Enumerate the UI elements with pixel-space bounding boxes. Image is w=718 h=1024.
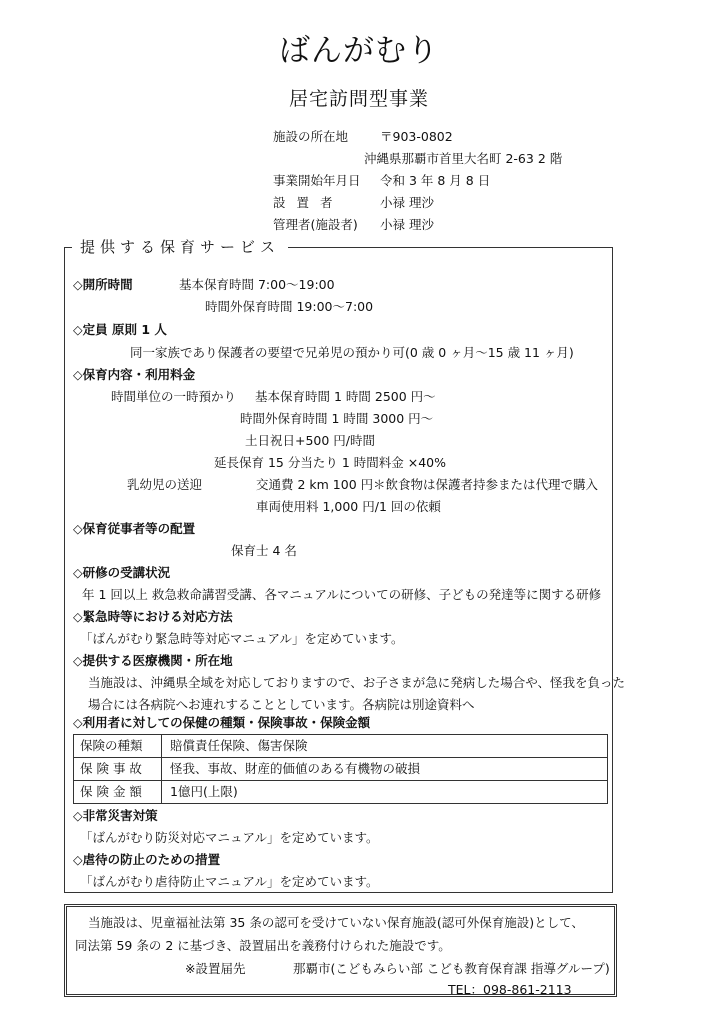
filing-office: 那覇市(こどもみらい部 こども教育保育課 指導グループ) (293, 961, 610, 976)
staff-heading: ◇保育従事者等の配置 (73, 521, 196, 536)
abuse-heading: ◇虐待の防止のための措置 (73, 852, 221, 867)
hours-extra: 時間外保育時間 19:00～7:00 (205, 299, 374, 314)
insurance-value: 賠償責任保険、傷害保険 (170, 738, 308, 753)
fee-extra: 時間外保育時間 1 時間 3000 円～ (240, 411, 434, 426)
insurance-value: 怪我、事故、財産的価値のある有機物の破損 (170, 761, 421, 776)
hours-heading: ◇開所時間 (73, 277, 133, 292)
insurance-heading: ◇利用者に対しての保健の種類・保険事故・保険金額 (73, 715, 371, 730)
vehicle-fee: 車両使用料 1,000 円/1 回の依頼 (256, 499, 441, 514)
page-title: ばんがむり (279, 33, 439, 69)
food-note: ＊飲食物は保護者持参または代理で購入 (373, 477, 599, 492)
emergency-note: 「ばんがむり緊急時等対応マニュアル」を定めています。 (80, 631, 404, 646)
fee-extension: 延長保育 15 分当たり 1 時間料金 ×40% (214, 455, 446, 470)
notice-line-1: 当施設は、児童福祉法第 35 条の認可を受けていない保育施設(認可外保育施設)として、 (88, 915, 584, 930)
abuse-note: 「ばんがむり虐待防止マニュアル」を定めています。 (80, 874, 379, 889)
medical-note-2: 場合には各病院へお連れすることとしています。各病院は別途資料へ (88, 697, 475, 712)
disaster-note: 「ばんがむり防災対応マニュアル」を定めています。 (80, 830, 379, 845)
fee-holiday: 土日祝日+500 円/時間 (245, 433, 376, 448)
filing-label: ※設置届先 (185, 961, 246, 976)
capacity-heading: ◇定員 原則 1 人 (73, 322, 167, 337)
founder-label: 設置者 (273, 195, 344, 210)
transport-fee: 交通費 2 km 100 円 (256, 477, 374, 492)
manager-label: 管理者(施設者) (273, 217, 358, 232)
address-label: 施設の所在地 (273, 129, 349, 144)
contact-phone: TEL：098-861-2113 (448, 982, 572, 997)
content-heading: ◇保育内容・利用料金 (73, 367, 196, 382)
insurance-table (73, 734, 608, 804)
hours-basic: 基本保育時間 7:00～19:00 (179, 277, 335, 292)
insurance-value: 1億円(上限) (170, 784, 238, 799)
fee-basic: 基本保育時間 1 時間 2500 円～ (255, 389, 436, 404)
page-subtitle: 居宅訪問型事業 (288, 88, 429, 110)
disaster-heading: ◇非常災害対策 (73, 808, 158, 823)
start-date-value: 令和 3 年 8 月 8 日 (380, 173, 491, 188)
training-heading: ◇研修の受講状況 (73, 565, 171, 580)
notice-line-2: 同法第 59 条の 2 に基づき、設置届出を義務付けられた施設です。 (75, 938, 451, 953)
insurance-label: 保 険 金 額 (74, 781, 162, 804)
medical-note-1: 当施設は、沖縄県全域を対応しておりますので、お子さまが急に発病した場合や、怪我を負った (88, 675, 626, 690)
insurance-label: 保 険 事 故 (74, 758, 162, 780)
insurance-label: 保険の種類 (74, 735, 162, 757)
founder-value: 小禄 理沙 (380, 195, 434, 210)
emergency-heading: ◇緊急時等における対応方法 (73, 609, 233, 624)
postal-code: 〒903-0802 (380, 129, 453, 144)
address-value: 沖縄県那覇市首里大名町 2-63 2 階 (364, 151, 563, 166)
start-date-label: 事業開始年月日 (273, 173, 361, 188)
table-row (74, 781, 607, 804)
staff-count: 保育士 4 名 (231, 543, 297, 558)
medical-heading: ◇提供する医療機関・所在地 (73, 653, 233, 668)
fee-hourly-label: 時間単位の一時預かり (111, 389, 237, 404)
table-row (74, 758, 607, 781)
table-row (74, 735, 607, 758)
transport-label: 乳幼児の送迎 (127, 477, 203, 492)
training-note: 年 1 回以上 救急救命講習受講、各マニュアルについての研修、子どもの発達等に関する研修 (82, 587, 602, 602)
manager-value: 小禄 理沙 (380, 217, 434, 232)
services-title: 提供する保育サービス (72, 236, 288, 258)
capacity-note: 同一家族であり保護者の要望で兄弟児の預かり可(0 歳 0 ヶ月～15 歳 11 ヶ月) (130, 345, 574, 360)
